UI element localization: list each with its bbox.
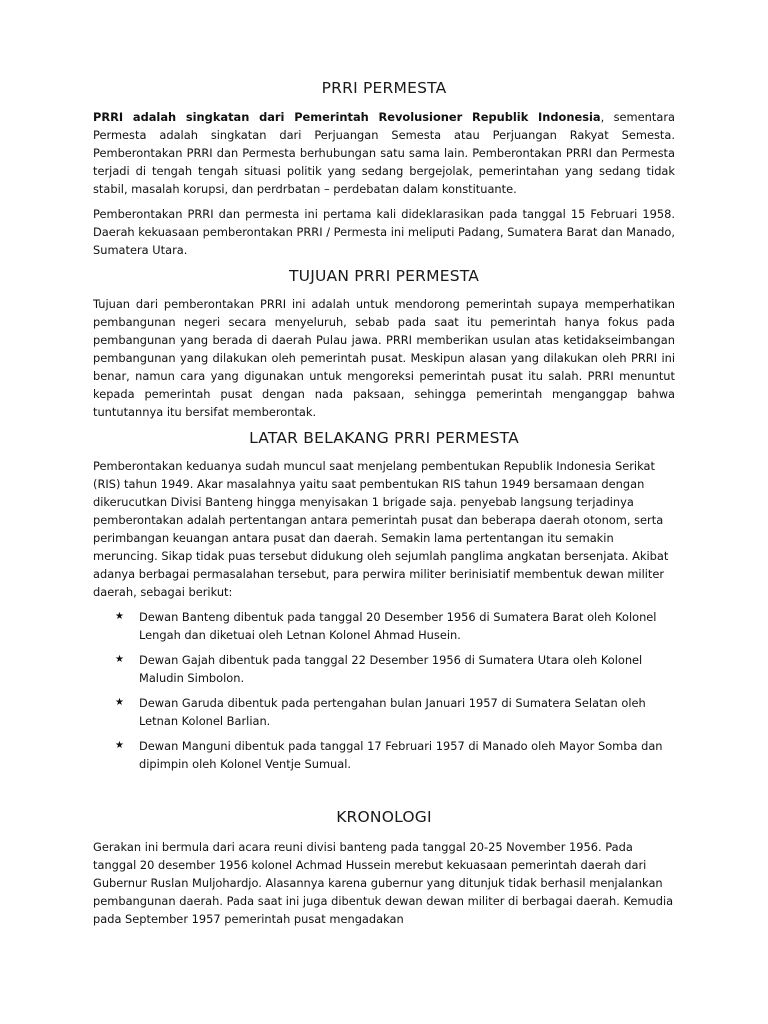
intro-rest: , sementara Permesta adalah singkatan dari Perjuangan Semesta atau Perjuangan Rakyat Semesta. Pemberontakan PRRI dan Permesta berhubungan satu sama lain. Pemberontakan PRRI dan Permesta terjadi di tengah tengah situasi politik yang sedang bergejolak, pemerintahan yang sedang tidak stabil, masalah korupsi, dan perdrbatan – perdebatan dalam konstituante. (93, 110, 675, 196)
document-page (93, 78, 675, 935)
document-title: PRRI PERMESTA (321, 79, 447, 97)
star-bullet-icon: ★ (115, 740, 124, 751)
list-item (93, 651, 675, 687)
latar-heading: LATAR BELAKANG PRRI PERMESTA (249, 429, 519, 447)
kronologi-paragraph: Gerakan ini bermula dari acara reuni divisi banteng pada tanggal 20-25 November 1956. Pada tanggal 20 desember 1956 kolonel Achmad Hussein merebut kekuasaan pemerintah daerah dari Gubernur Ruslan Muljohardjo. Alasannya karena gubernur yang ditunjuk tidak berhasil menjalankan pembangunan daerah. Pada saat ini juga dibentuk dewan dewan militer di berbagai daerah. Kemudia pada September 1957 pemerintah pusat mengadakan (93, 840, 674, 926)
kronologi-heading: KRONOLOGI (336, 808, 432, 826)
list-item-text: Dewan Gajah dibentuk pada tanggal 22 Desember 1956 di Sumatera Utara oleh Kolonel Maludin Simbolon. (139, 653, 643, 685)
list-item-text: Dewan Garuda dibentuk pada pertengahan bulan Januari 1957 di Sumatera Selatan oleh Letnan Kolonel Barlian. (139, 696, 646, 728)
dewan-list (93, 608, 675, 773)
star-bullet-icon: ★ (115, 654, 124, 665)
list-item-text: Dewan Banteng dibentuk pada tanggal 20 Desember 1956 di Sumatera Barat oleh Kolonel Lengah dan diketuai oleh Letnan Kolonel Ahmad Husein. (139, 610, 657, 642)
intro-paragraph (93, 108, 675, 198)
intro-paragraph-2: Pemberontakan PRRI dan permesta ini pertama kali dideklarasikan pada tanggal 15 Februari 1958. Daerah kekuasaan pemberontakan PRRI / Permesta ini meliputi Padang, Sumatera Barat dan Manado, Sumatera Utara. (93, 207, 675, 257)
list-item-text: Dewan Manguni dibentuk pada tanggal 17 Februari 1957 di Manado oleh Mayor Somba dan dipimpin oleh Kolonel Ventje Sumual. (139, 739, 663, 771)
list-item (93, 608, 675, 644)
tujuan-heading: TUJUAN PRRI PERMESTA (288, 267, 480, 285)
intro-bold-lead: PRRI adalah singkatan dari Pemerintah Revolusioner Republik Indonesia (93, 110, 601, 124)
star-bullet-icon: ★ (115, 611, 124, 622)
list-item (93, 694, 675, 730)
tujuan-paragraph: Tujuan dari pemberontakan PRRI ini adalah untuk mendorong pemerintah supaya memperhatikan pembangunan negeri secara menyeluruh, sebab pada saat itu pemerintah hanya fokus pada pembangunan yang berada di daerah Pulau jawa. PRRI memberikan usulan atas ketidakseimbangan pembangunan yang dilakukan oleh pemerintah pusat. Meskipun alasan yang dilakukan oleh PRRI ini benar, namun cara yang digunakan untuk mengoreksi pemerintah pusat itu salah. PRRI menuntut kepada pemerintah pusat dengan nada paksaan, sehingga pemerintah menganggap bahwa tuntutannya itu bersifat memberontak. (93, 297, 675, 419)
list-item (93, 737, 675, 773)
latar-paragraph: Pemberontakan keduanya sudah muncul saat menjelang pembentukan Republik Indonesia Serikat (RIS) tahun 1949. Akar masalahnya yaitu saat pembentukan RIS tahun 1949 bersamaan dengan dikerucutkan Divisi Banteng hingga menyisakan 1 brigade saja. penyebab langsung terjadinya pemberontakan adalah pertentangan antara pemerintah pusat dan beberapa daerah otonom, serta perimbangan keuangan antara pusat dan daerah. Semakin lama pertentangan itu semakin meruncing. Sikap tidak puas tersebut didukung oleh sejumlah panglima angkatan bersenjata. Akibat adanya berbagai permasalahan tersebut, para perwira militer berinisiatif membentuk dewan militer daerah, sebagai berikut: (93, 459, 669, 599)
star-bullet-icon: ★ (115, 697, 124, 708)
